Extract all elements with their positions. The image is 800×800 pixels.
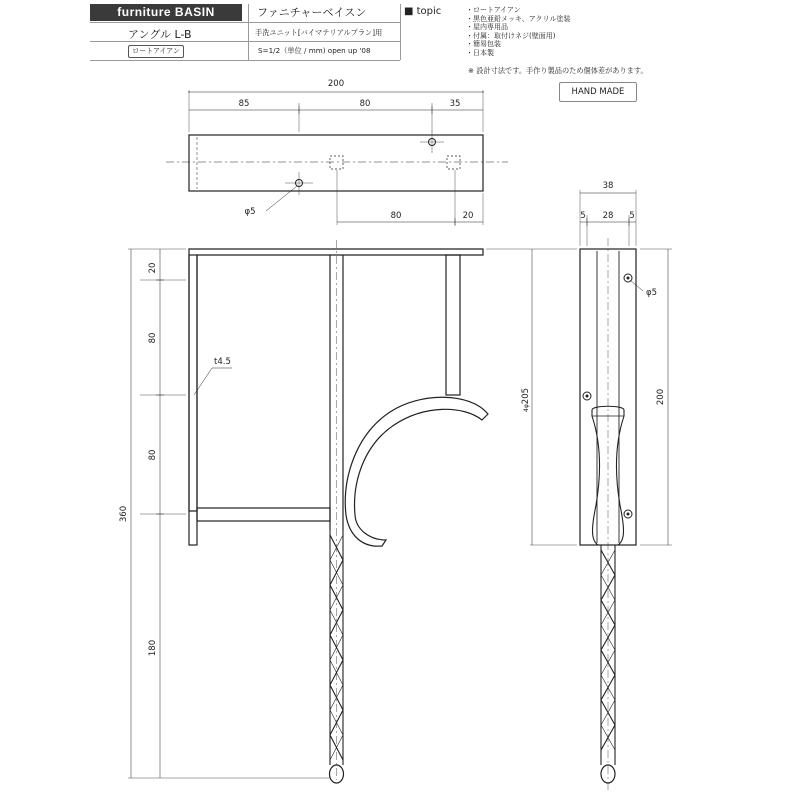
list-item: ・日本製	[466, 48, 494, 57]
list-item: ・屋内専用品	[466, 23, 508, 32]
dim-lower-80: 80	[390, 211, 402, 221]
dim-top-left: 85	[238, 99, 250, 109]
dim-side-left: 5	[580, 211, 586, 221]
list-item: ・ロートアイアン	[466, 6, 521, 14]
scale-text: S=1/2（単位 / mm) open up '08	[258, 46, 371, 55]
dim-v-80b: 80	[148, 449, 158, 461]
dim-v-205	[521, 388, 531, 412]
list-item: ・付属：取付けネジ(壁面用)	[466, 31, 556, 40]
design-note: ※ 設計寸法です。手作り製品のため個体差があります。	[468, 66, 648, 75]
dim-v-360: 360	[119, 505, 129, 523]
list-item: ・簡易包装	[466, 40, 501, 49]
dim-v-20: 20	[148, 262, 158, 274]
hand-made-badge: HAND MADE	[559, 82, 637, 102]
dim-thickness: t4.5	[214, 357, 231, 367]
material-badge: ロートアイアン	[128, 45, 184, 58]
list-item: ・黒色亜鉛メッキ、アクリル塗装	[466, 14, 571, 23]
dim-side-mid: 28	[602, 211, 614, 221]
front-top-bar	[189, 249, 483, 511]
dim-side-right: 5	[629, 211, 635, 221]
front-back-plate	[189, 255, 197, 545]
front-lower-bar	[197, 508, 330, 521]
model-name: アングル L-B	[128, 28, 192, 41]
dim-v-205-prefix: 4φ	[523, 404, 530, 413]
category-title: ファニチャーベイスン	[257, 6, 367, 19]
dim-v-80a: 80	[148, 332, 158, 344]
dim-v-205-value: 205	[521, 387, 531, 405]
dim-hole-side: φ5	[646, 288, 658, 298]
dim-side-total: 38	[602, 181, 614, 191]
dim-top-mid: 80	[359, 99, 371, 109]
brand-title: furniture BASIN	[90, 4, 242, 21]
top-view-plate	[189, 135, 483, 191]
topic-label: ■ topic	[404, 6, 442, 17]
hidden-post-square-right	[447, 156, 460, 169]
dim-v-200: 200	[656, 388, 666, 406]
dim-lower-20: 20	[462, 211, 474, 221]
usage-text: 手洗ユニット[バイマテリアルプラン]用	[255, 28, 383, 37]
hanger-post	[446, 255, 460, 395]
hook-arm	[345, 397, 488, 546]
dim-top-right: 35	[449, 99, 461, 109]
dim-hole-top: φ5	[244, 207, 256, 217]
dim-v-180: 180	[148, 639, 158, 657]
hidden-post-square	[330, 156, 343, 169]
dim-top-total: 200	[327, 79, 345, 89]
